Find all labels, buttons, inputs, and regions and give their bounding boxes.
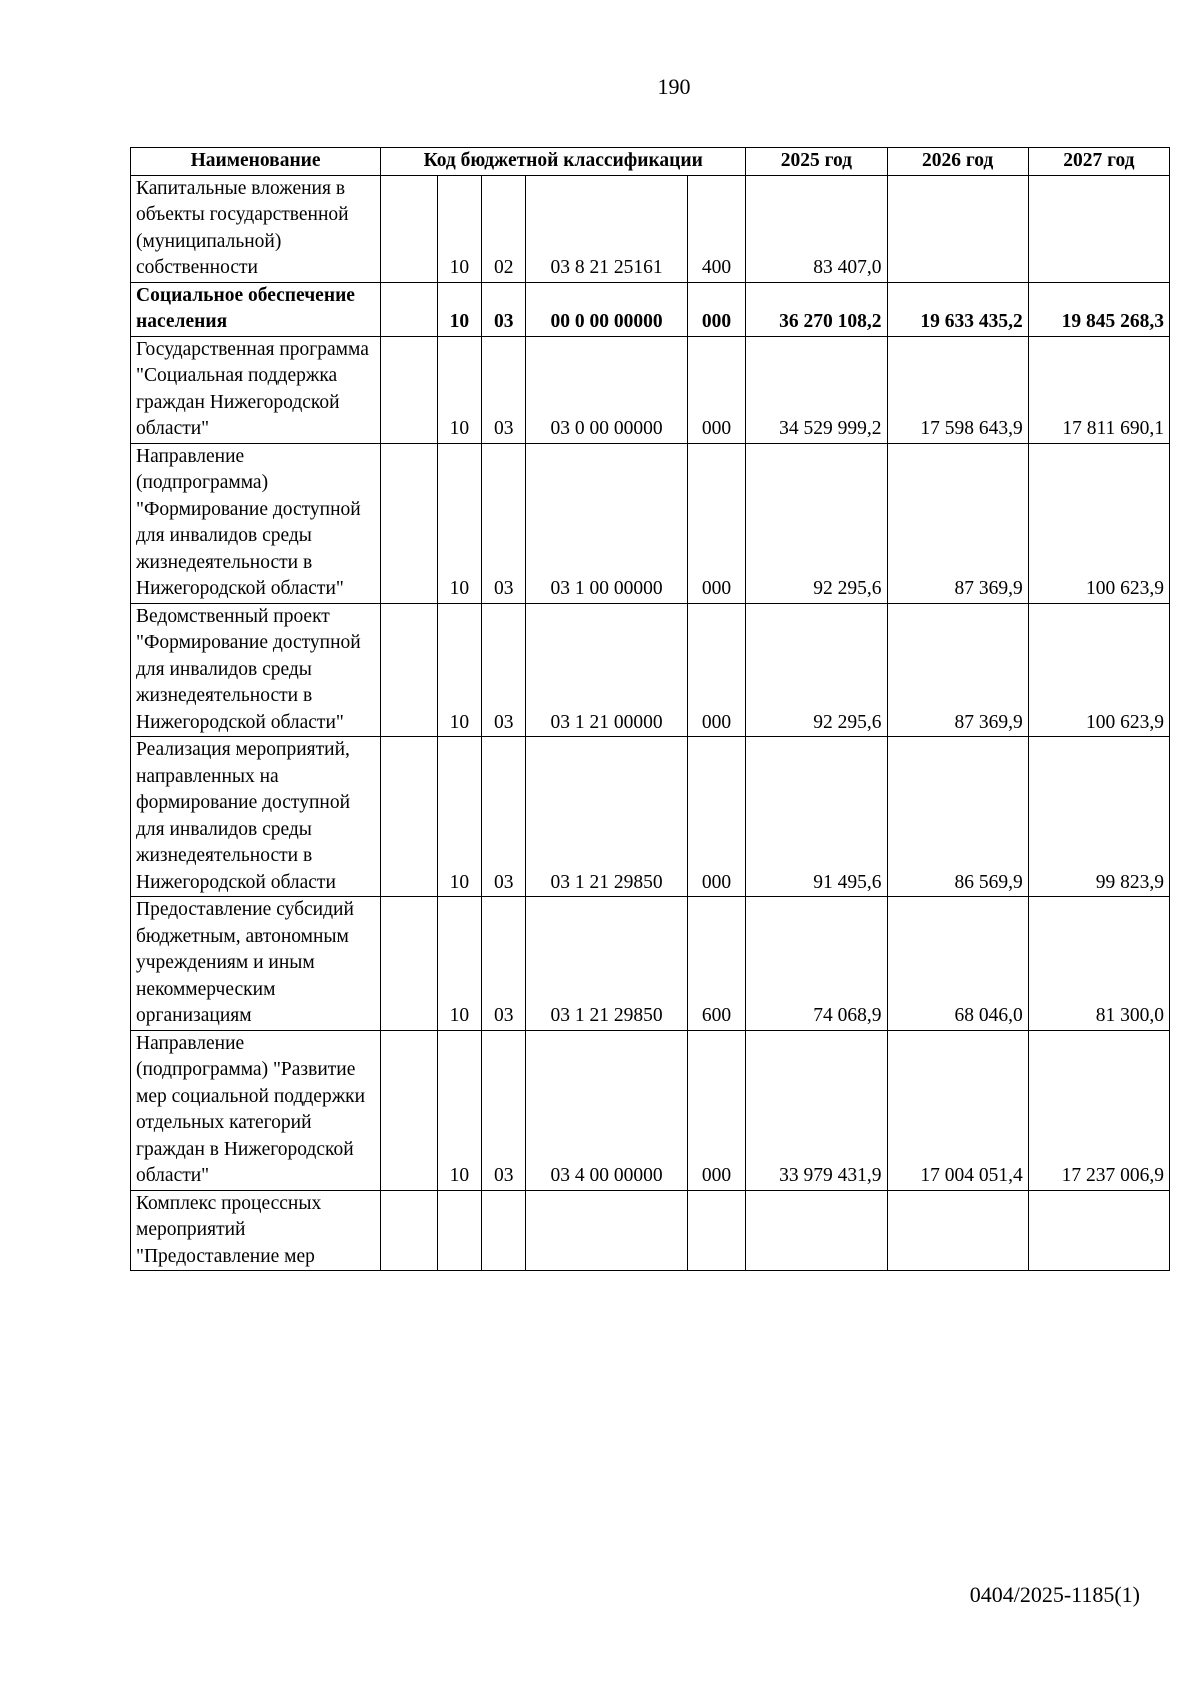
row-empty-code — [381, 737, 437, 897]
row-section: 10 — [437, 897, 481, 1031]
row-value-2027 — [1028, 1190, 1169, 1271]
row-subsection: 03 — [482, 1030, 526, 1190]
row-value-2025: 74 068,9 — [746, 897, 887, 1031]
row-name: Социальное обеспечение населения — [131, 282, 381, 336]
row-name: Ведомственный проект "Формирование доступной для инвалидов среды жизнедеятельности в Нижегородской области" — [131, 603, 381, 737]
row-target-article: 03 1 21 00000 — [526, 603, 687, 737]
row-subsection: 03 — [482, 336, 526, 443]
header-code: Код бюджетной классификации — [381, 148, 746, 176]
table-row — [131, 443, 1170, 603]
row-empty-code — [381, 1030, 437, 1190]
row-value-2025: 36 270 108,2 — [746, 282, 887, 336]
row-empty-code — [381, 175, 437, 282]
row-value-2025: 92 295,6 — [746, 443, 887, 603]
row-section: 10 — [437, 1030, 481, 1190]
row-name: Реализация мероприятий, направленных на формирование доступной для инвалидов среды жизнедеятельности в Нижегородской области — [131, 737, 381, 897]
row-name: Направление (подпрограмма) "Развитие мер социальной поддержки отдельных категорий граждан в Нижегородской области" — [131, 1030, 381, 1190]
row-empty-code — [381, 897, 437, 1031]
row-value-2027: 17 237 006,9 — [1028, 1030, 1169, 1190]
table-row — [131, 1030, 1170, 1190]
row-expense-type: 000 — [687, 443, 746, 603]
row-subsection: 03 — [482, 443, 526, 603]
table-row — [131, 897, 1170, 1031]
row-expense-type: 600 — [687, 897, 746, 1031]
row-target-article: 03 1 21 29850 — [526, 897, 687, 1031]
row-section: 10 — [437, 443, 481, 603]
row-name: Предоставление субсидий бюджетным, автономным учреждениям и иным некоммерческим организациям — [131, 897, 381, 1031]
header-name: Наименование — [131, 148, 381, 176]
row-value-2025: 83 407,0 — [746, 175, 887, 282]
row-value-2027: 19 845 268,3 — [1028, 282, 1169, 336]
row-value-2026: 87 369,9 — [887, 443, 1028, 603]
table-row — [131, 336, 1170, 443]
row-target-article: 03 1 21 29850 — [526, 737, 687, 897]
row-subsection: 02 — [482, 175, 526, 282]
row-subsection: 03 — [482, 282, 526, 336]
row-value-2027: 17 811 690,1 — [1028, 336, 1169, 443]
row-expense-type: 400 — [687, 175, 746, 282]
row-value-2026: 17 598 643,9 — [887, 336, 1028, 443]
table-row — [131, 603, 1170, 737]
row-value-2025: 33 979 431,9 — [746, 1030, 887, 1190]
document-code: 0404/2025-1185(1) — [969, 1582, 1140, 1607]
row-empty-code — [381, 443, 437, 603]
row-value-2026 — [887, 175, 1028, 282]
table-header-row — [131, 148, 1170, 176]
row-expense-type: 000 — [687, 737, 746, 897]
row-value-2026 — [887, 1190, 1028, 1271]
row-name: Комплекс процессных мероприятий "Предоставление мер — [131, 1190, 381, 1271]
row-subsection: 03 — [482, 897, 526, 1031]
header-2026: 2026 год — [887, 148, 1028, 176]
row-section: 10 — [437, 336, 481, 443]
header-2027: 2027 год — [1028, 148, 1169, 176]
row-value-2026: 68 046,0 — [887, 897, 1028, 1031]
row-empty-code — [381, 282, 437, 336]
header-2025: 2025 год — [746, 148, 887, 176]
row-section: 10 — [437, 282, 481, 336]
row-name: Государственная программа "Социальная поддержка граждан Нижегородской области" — [131, 336, 381, 443]
row-expense-type: 000 — [687, 336, 746, 443]
row-value-2026: 17 004 051,4 — [887, 1030, 1028, 1190]
table-row — [131, 1190, 1170, 1271]
row-target-article: 00 0 00 00000 — [526, 282, 687, 336]
row-target-article: 03 8 21 25161 — [526, 175, 687, 282]
row-expense-type: 000 — [687, 1030, 746, 1190]
row-subsection: 03 — [482, 737, 526, 897]
row-section — [437, 1190, 481, 1271]
row-subsection: 03 — [482, 603, 526, 737]
page-number: 190 — [657, 74, 691, 99]
table-row — [131, 175, 1170, 282]
row-section: 10 — [437, 737, 481, 897]
row-expense-type: 000 — [687, 603, 746, 737]
row-value-2025 — [746, 1190, 887, 1271]
row-empty-code — [381, 336, 437, 443]
row-expense-type: 000 — [687, 282, 746, 336]
row-empty-code — [381, 603, 437, 737]
budget-table-container — [130, 147, 1170, 1271]
row-value-2027: 99 823,9 — [1028, 737, 1169, 897]
row-value-2025: 91 495,6 — [746, 737, 887, 897]
table-row — [131, 282, 1170, 336]
budget-table — [130, 147, 1170, 1271]
row-value-2027: 100 623,9 — [1028, 603, 1169, 737]
row-target-article: 03 4 00 00000 — [526, 1030, 687, 1190]
row-value-2027: 100 623,9 — [1028, 443, 1169, 603]
row-expense-type — [687, 1190, 746, 1271]
row-value-2026: 87 369,9 — [887, 603, 1028, 737]
row-value-2027 — [1028, 175, 1169, 282]
row-name: Направление (подпрограмма) "Формирование доступной для инвалидов среды жизнедеятельности в Нижегородской области" — [131, 443, 381, 603]
row-subsection — [482, 1190, 526, 1271]
row-empty-code — [381, 1190, 437, 1271]
row-target-article: 03 1 00 00000 — [526, 443, 687, 603]
row-target-article — [526, 1190, 687, 1271]
row-value-2025: 34 529 999,2 — [746, 336, 887, 443]
row-name: Капитальные вложения в объекты государственной (муниципальной) собственности — [131, 175, 381, 282]
row-section: 10 — [437, 175, 481, 282]
row-target-article: 03 0 00 00000 — [526, 336, 687, 443]
row-value-2026: 86 569,9 — [887, 737, 1028, 897]
row-value-2027: 81 300,0 — [1028, 897, 1169, 1031]
row-section: 10 — [437, 603, 481, 737]
row-value-2026: 19 633 435,2 — [887, 282, 1028, 336]
row-value-2025: 92 295,6 — [746, 603, 887, 737]
table-row — [131, 737, 1170, 897]
